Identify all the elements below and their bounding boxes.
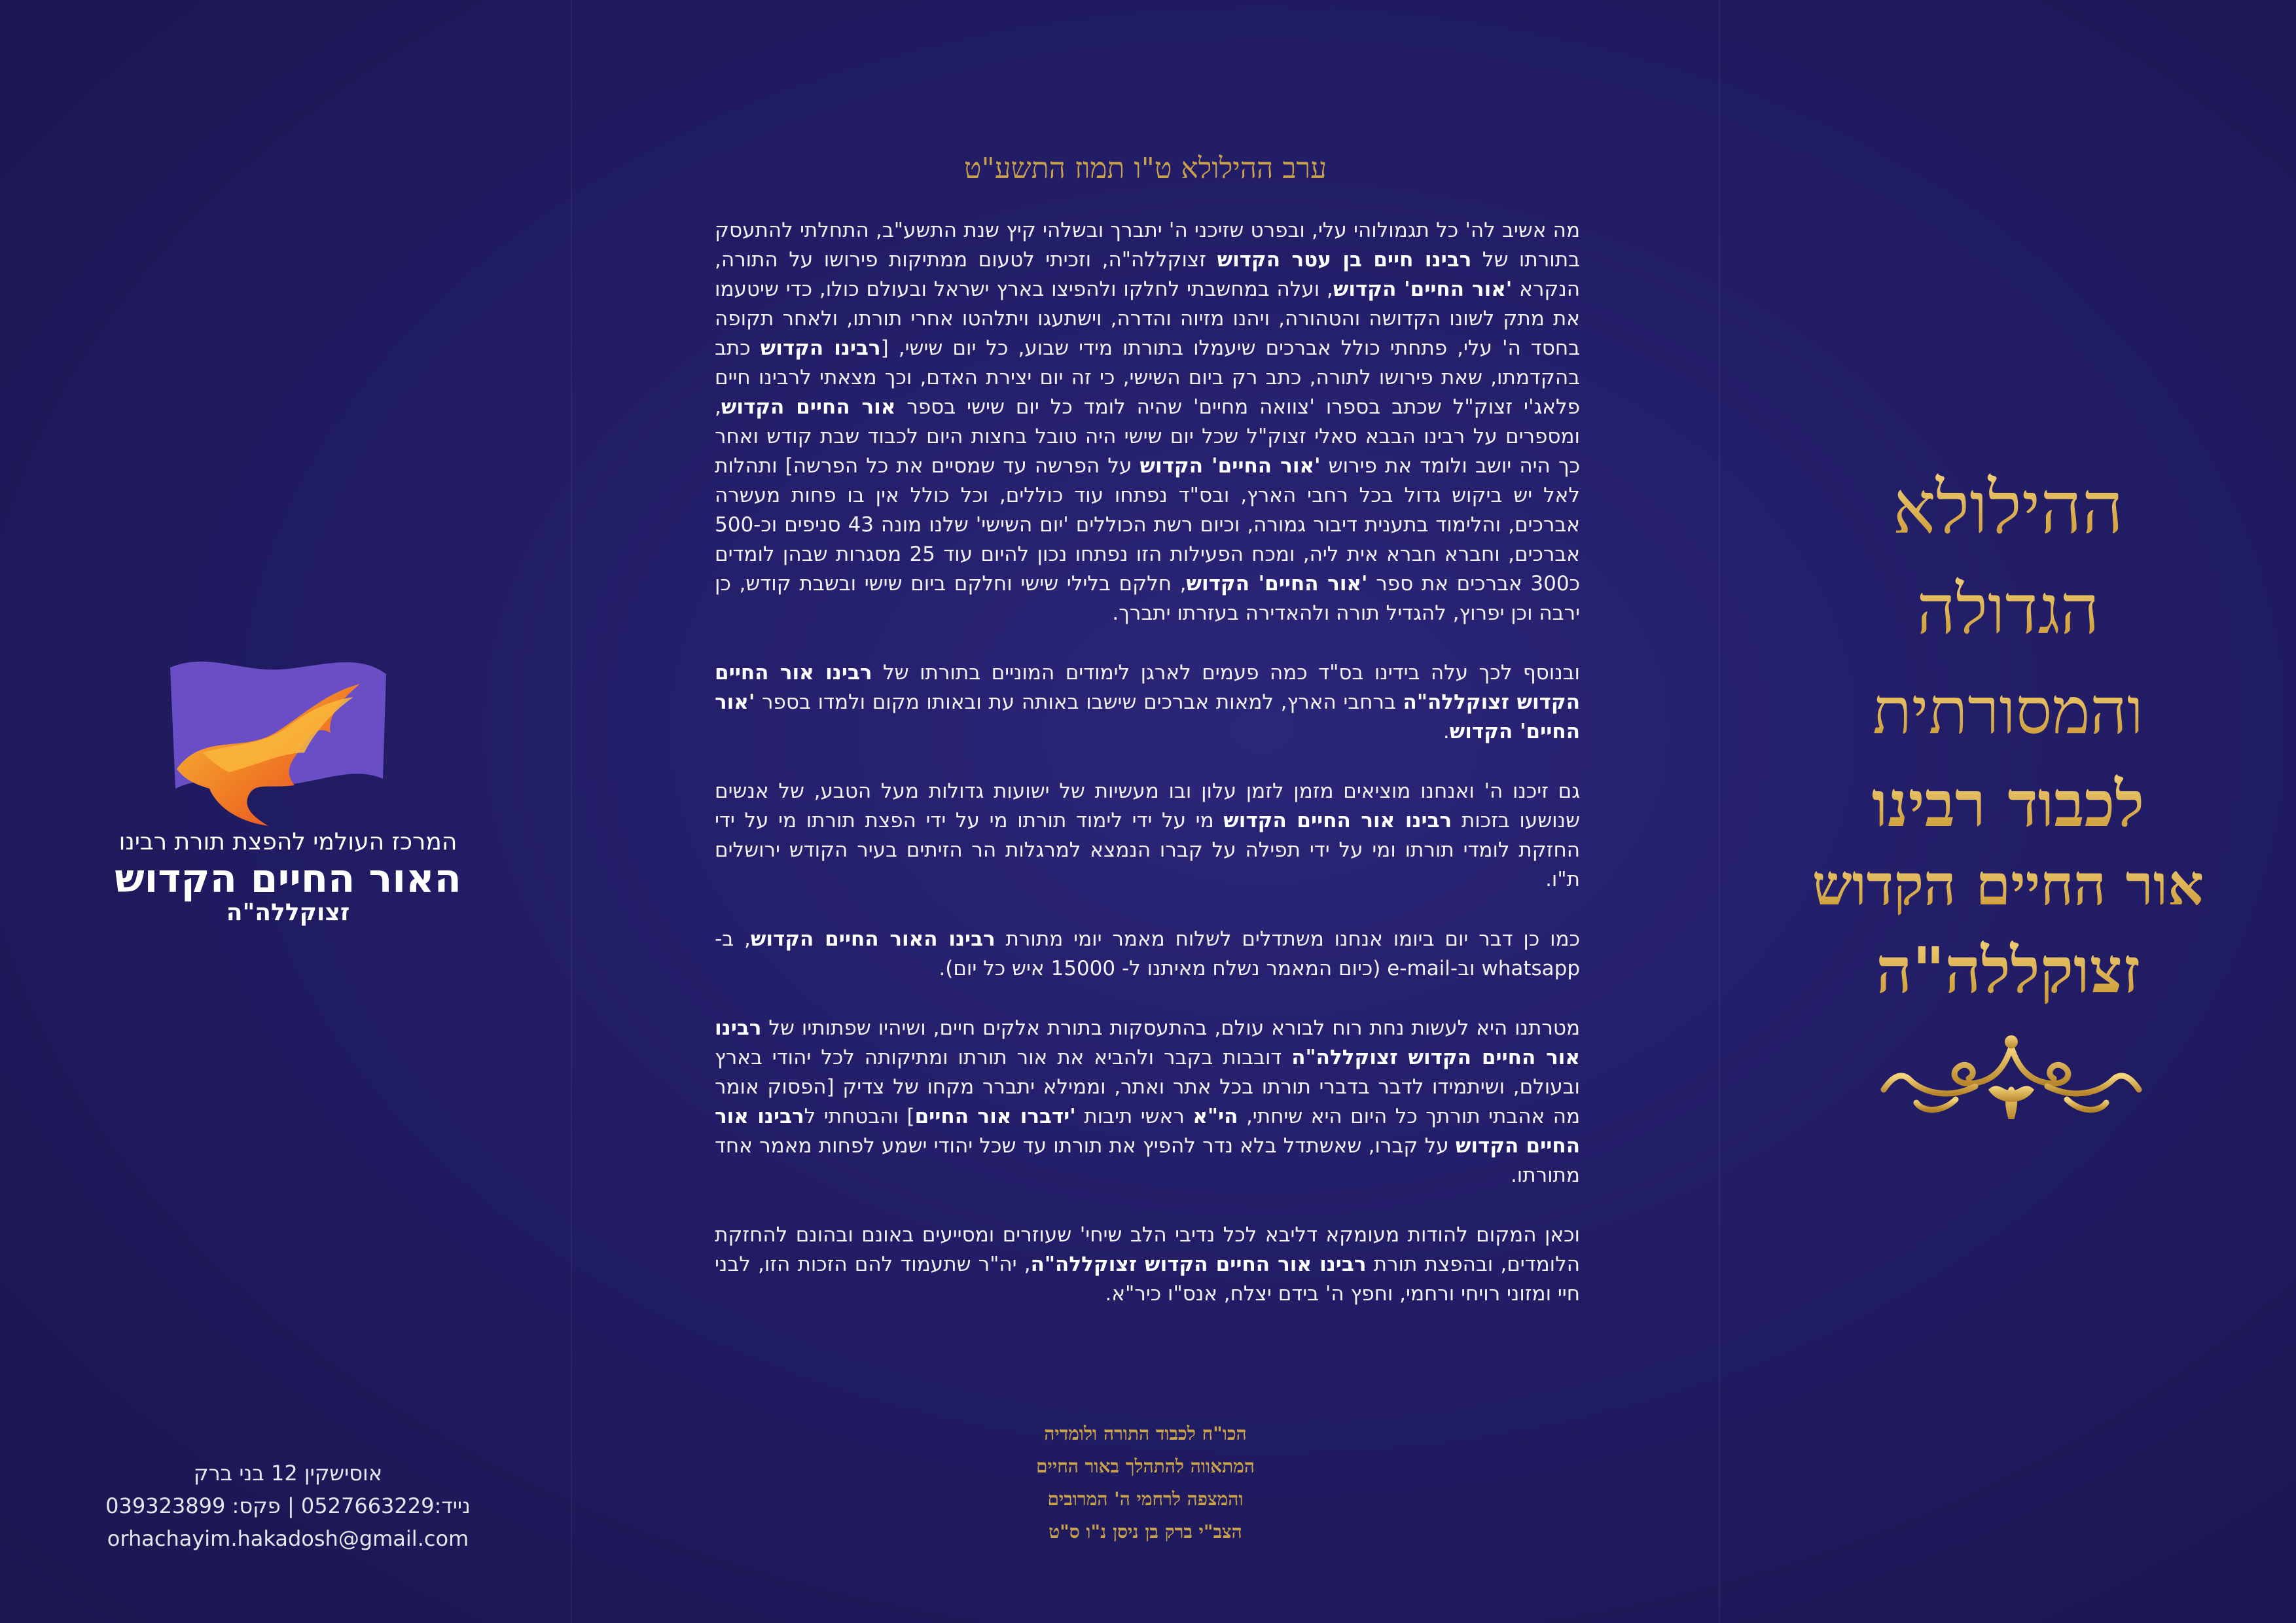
- emphasized-text: רבינו אור החיים הקדוש זצוקללה"ה: [715, 1016, 1580, 1069]
- paragraph-text: ראשי תיבות: [1075, 1105, 1193, 1128]
- paragraph-text: גם זיכנו ה' ואנחנו מוציאים מזמן לזמן עלון ובו מעשיות של ישועות גדולות מעל הטבע, של אנשים שנושעו בזכות: [715, 779, 1580, 832]
- flag-flame-logo-icon: [164, 654, 432, 831]
- org-honorific: זצוקללה"ה: [226, 899, 350, 926]
- paragraph-text: כתב בהקדמתו, שאת פירושו לתורה, כתב רק ביום השישי, כי זה יום יצירת האדם, וכך מצאתי לרבינו חיים פלאג'י זצוק"ל שכתב בספרו 'צוואה מחיים' שהיה לומד כל יום שישי בספר: [715, 336, 1580, 419]
- phone-fax: נייד:0527663229 | פקס: 039323899: [105, 1493, 471, 1518]
- cover-title-line: אור החיים הקדוש: [1720, 852, 2296, 918]
- signature-line: הצב"י ברק בן ניסן נ"ו ס"ט: [1049, 1521, 1242, 1543]
- letter-paragraph: [715, 658, 1580, 747]
- letter-paragraph: [715, 1221, 1580, 1309]
- emphasized-text: רבינו האור החיים הקדוש: [750, 927, 996, 951]
- cover-title-line: והמסורתית: [1720, 674, 2296, 749]
- paragraph-text: , חלקם בלילי שישי וחלקם ביום שישי ובשבת קודש, כן ירבה וכן יפרוץ, להגדיל תורה ולהאדירה בעזרתו יתברך.: [715, 572, 1580, 625]
- org-subtitle: המרכז העולמי להפצת תורת רבינו: [118, 829, 457, 855]
- letter-title: ערב ההילולא ט"ו תמוז התשע"ט: [963, 152, 1327, 185]
- signature-line: המתאווה להתהלך באור החיים: [1036, 1455, 1255, 1477]
- paragraph-text: כמו כן דבר יום ביומו אנחנו משתדלים לשלוח מאמר יומי מתורת: [995, 927, 1580, 951]
- emphasized-text: רבינו אור החיים הקדוש זצוקללה"ה: [715, 661, 1580, 714]
- emphasized-text: אור החיים הקדוש: [721, 395, 896, 419]
- paragraph-text: על קברו, שאשתדל בלא נדר להפיץ את תורתו עד שכל יהודי ישמע לפחות מאמר אחד מתורתו.: [715, 1134, 1580, 1187]
- middle-panel: [572, 0, 1719, 1623]
- emphasized-text: רבינו אור החיים הקדוש: [715, 1105, 1580, 1158]
- paragraph-text: ובנוסף לכך עלה בידינו בס"ד כמה פעמים לארגן לימודים המוניים בתורתו של: [872, 661, 1580, 685]
- paragraph-text: , יה"ר שתעמוד להם הזכות הזו, לבני חיי ומזוני רויחי ורחמי, וחפץ ה' בידם יצלח, אנס"ו כיר"א.: [715, 1253, 1580, 1306]
- paragraph-text: זצוקללה"ה, וזכיתי לטעום ממתיקות פירושו על התורה, הנקרא: [715, 248, 1581, 301]
- paragraph-text: , ומספרים על רבינו הבבא סאלי זצוק"ל שכל יום שישי היה טובל בחצות היום לכבוד שבת קודש ואחר כך היה יושב ולומד את פירוש: [715, 395, 1580, 478]
- org-name: האור החיים הקדוש: [115, 856, 461, 902]
- address: אוסישקין 12 בני ברק: [193, 1461, 383, 1486]
- emphasized-text: 'אור החיים' הקדוש: [1186, 572, 1368, 596]
- paragraph-text: מי על ידי לימוד תורתו מי על ידי הפצת תורתו מי על ידי החזקת לומדי תורתו ומי על ידי תפילה על קברו הנמצא למרגלות הר הזיתים בעיר הקודש ירושלים ת"ו.: [715, 809, 1580, 891]
- paragraph-text: וכאן המקום להודות מעומקא דליבא לכל נדיבי הלב שיחי' שעוזרים ומסייעים באונם ובהונם להחזקת הלומדים, ובהפצת תורת: [715, 1223, 1580, 1276]
- letter-paragraph: [715, 777, 1580, 895]
- emphasized-text: רבינו חיים בן עטר הקדוש: [1217, 248, 1472, 272]
- paragraph-text: מטרתנו היא לעשות נחת רוח לבורא עולם, בהתעסקות בתורת אלקים חיים, ושיהיו שפתותיו של: [761, 1016, 1580, 1040]
- paragraph-text: מה אשיב לה' כל תגמולוהי עלי, ובפרט שזיכני ה' יתברך ובשלהי קיץ שנת התשע"ב, התחלתי להתעסק בתורתו של: [715, 219, 1580, 272]
- paragraph-text: , ב-whatsapp וב-e-mail (כיום המאמר נשלח מאיתנו ל- 15000 איש כל יום).: [715, 927, 1580, 980]
- letter-paragraph: [715, 925, 1580, 984]
- emphasized-text: 'אור החיים' הקדוש: [715, 690, 1580, 743]
- emphasized-text: הי"א: [1193, 1105, 1238, 1128]
- emphasized-text: 'אור החיים' הקדוש: [1333, 277, 1513, 301]
- right-panel: [1720, 0, 2296, 1623]
- paragraph-text: ברחבי הארץ, למאות אברכים שישבו באותה עת ובאותו מקום ולמדו בספר: [755, 690, 1403, 714]
- paragraph-text: ] והבטחתי ל: [804, 1105, 915, 1128]
- emphasized-text: רבינו הקדוש: [760, 336, 881, 360]
- cover-title-line: לכבוד רבינו: [1720, 767, 2296, 841]
- cover-title-line: זצוקללה"ה: [1720, 933, 2296, 1007]
- paragraph-text: דובבות בקבר ולהביא את אור תורתו ומתיקותה לכל יהודי בארץ ובעולם, ושיתמידו לדבר בדברי תורתו בכל אתר ואתר, וממילא יתברר מקחו של צדיק [הפסוק אומר מה אהבתי תורתך כל היום היא שיחתי,: [715, 1046, 1580, 1128]
- signature-line: הכו"ח לכבוד התורה ולומדיה: [1044, 1423, 1247, 1444]
- letter-paragraph: [715, 216, 1580, 628]
- signature-line: והמצפה לרחמי ה' המרובים: [1047, 1488, 1244, 1510]
- signature-block: [572, 1418, 1719, 1548]
- paragraph-text: .: [1443, 720, 1450, 743]
- gold-flourish-ornament-icon: [1877, 1027, 2145, 1126]
- cover-title-line: הגדולה: [1720, 569, 2296, 649]
- letter-body: [715, 216, 1580, 1339]
- emphasized-text: רבינו אור החיים הקדוש: [1223, 809, 1452, 832]
- paragraph-text: על הפרשה עד שמסיים את כל הפרשה] ותהלות לאל יש ביקוש גדול בכל רחבי הארץ, ובס"ד נפתחו עוד כוללים, וכל כולל אין בו פחות מעשרה אברכים, והלימוד בתענית דיבור גמורה, וכיום רשת הכוללים 'יום השישי' שלנו מונה 43 סניפים וכ-500 אברכים, וחברא חברא אית ליה, ומכח הפעילות הזו נפתחו נכון להיום עוד 25 מסגרות שבהן לומדים כ300 אברכים את ספר: [715, 454, 1580, 596]
- emphasized-text: רבינו אור החיים הקדוש זצוקללה"ה: [1030, 1253, 1367, 1276]
- emphasized-text: 'ידברו אור החיים: [914, 1105, 1076, 1128]
- emphasized-text: 'אור החיים' הקדוש: [1139, 454, 1321, 478]
- paragraph-text: , ועלה במחשבתי לחלקו ולהפיצו בארץ ישראל ובעולם כולו, כדי שיטעמו את מתק לשונו הקדושה והטהורה, ויהנו מזיוה והדרה, וישתעגו ויתלהטו אחרי תורתו, ולאחר תקופה בחסד ה' עלי, פתחתי כולל אברכים שיעמלו בתורתו מידי שבוע, כל יום שישי, [: [715, 277, 1580, 360]
- left-panel: [0, 0, 571, 1623]
- email-address: orhachayim.hakadosh@gmail.com: [107, 1526, 469, 1551]
- letter-paragraph: [715, 1014, 1580, 1190]
- cover-title-line: ההילולא: [1720, 466, 2296, 550]
